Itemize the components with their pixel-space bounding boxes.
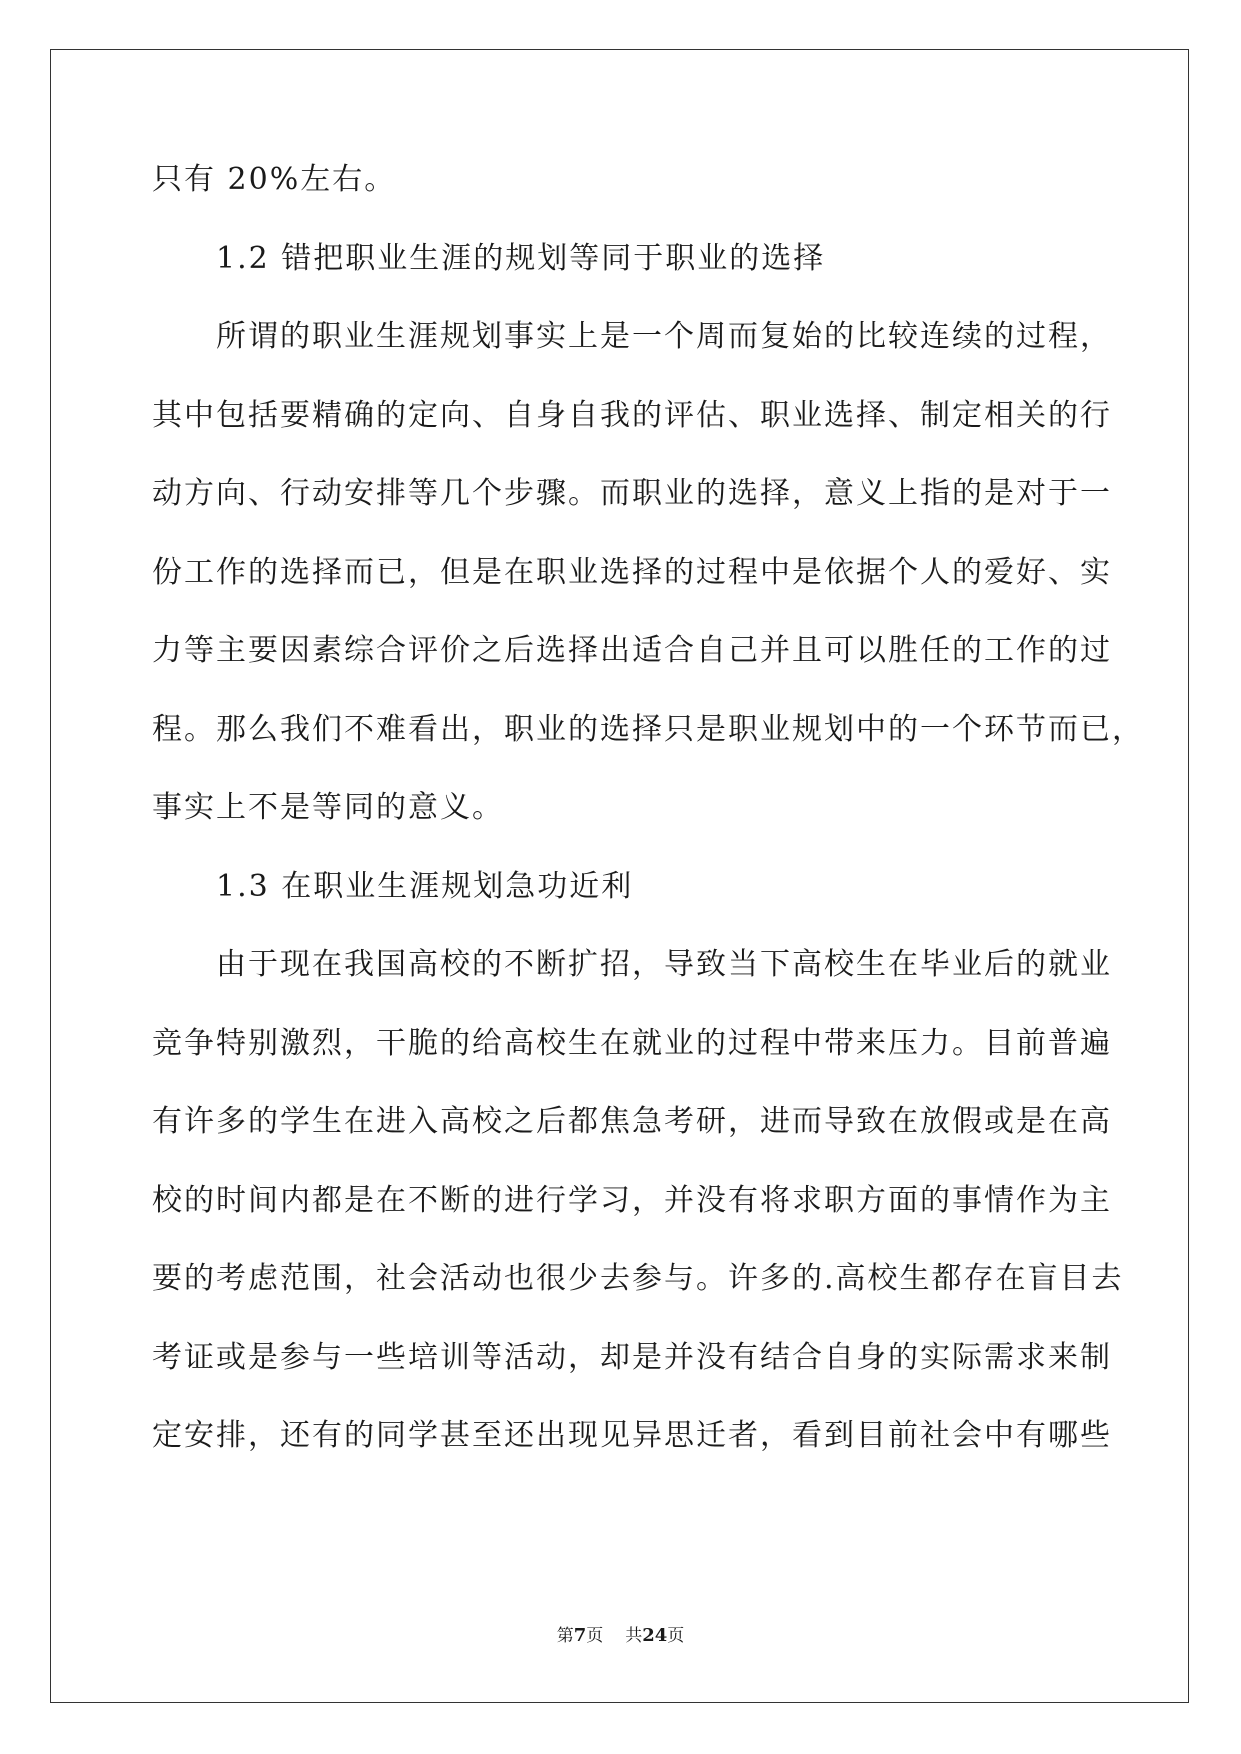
paragraph-line: 份工作的选择而已，但是在职业选择的过程中是依据个人的爱好、实 — [152, 554, 1112, 590]
paragraph-line: 校的时间内都是在不断的进行学习，并没有将求职方面的事情作为主 — [152, 1182, 1112, 1218]
paragraph-line: 竞争特别激烈，干脆的给高校生在就业的过程中带来压力。目前普遍 — [152, 1025, 1112, 1061]
paragraph-line: 程。那么我们不难看出，职业的选择只是职业规划中的一个环节而已， — [152, 711, 1144, 747]
footer-prefix: 第 — [556, 1626, 574, 1646]
total-pages-number: 24 — [642, 1625, 668, 1646]
paragraph-line: 力等主要因素综合评价之后选择出适合自己并且可以胜任的工作的过 — [152, 633, 1112, 668]
paragraph-line: 事实上不是等同的意义。 — [152, 790, 504, 825]
paragraph-line: 考证或是参与一些培训等活动，却是并没有结合自身的实际需求来制 — [152, 1339, 1112, 1375]
document-body — [152, 160, 1144, 1495]
text-line-1: 只有 20%左右。 — [152, 162, 397, 197]
footer-page-suffix: 页 — [586, 1626, 604, 1646]
section-heading-1-3: 1.3 在职业生涯规划急功近利 — [216, 868, 634, 904]
paragraph-line: 有许多的学生在进入高校之后都焦急考研，进而导致在放假或是在高 — [152, 1104, 1112, 1139]
paragraph-line: 所谓的职业生涯规划事实上是一个周而复始的比较连续的过程， — [216, 319, 1112, 354]
paragraph-line: 定安排，还有的同学甚至还出现见异思迁者，看到目前社会中有哪些 — [152, 1418, 1112, 1453]
footer-total-prefix: 共 — [625, 1626, 643, 1646]
paragraph-line: 由于现在我国高校的不断扩招，导致当下高校生在毕业后的就业 — [216, 947, 1112, 982]
page-footer — [0, 1624, 1241, 1648]
current-page-number: 7 — [573, 1625, 587, 1646]
footer-total-suffix: 页 — [667, 1626, 685, 1646]
paragraph-line: 动方向、行动安排等几个步骤。而职业的选择，意义上指的是对于一 — [152, 476, 1112, 511]
paragraph-line: 要的考虑范围，社会活动也很少去参与。许多的.高校生都存在盲目去 — [152, 1261, 1124, 1296]
section-heading-1-2: 1.2 错把职业生涯的规划等同于职业的选择 — [216, 240, 826, 276]
paragraph-line: 其中包括要精确的定向、自身自我的评估、职业选择、制定相关的行 — [152, 397, 1112, 433]
